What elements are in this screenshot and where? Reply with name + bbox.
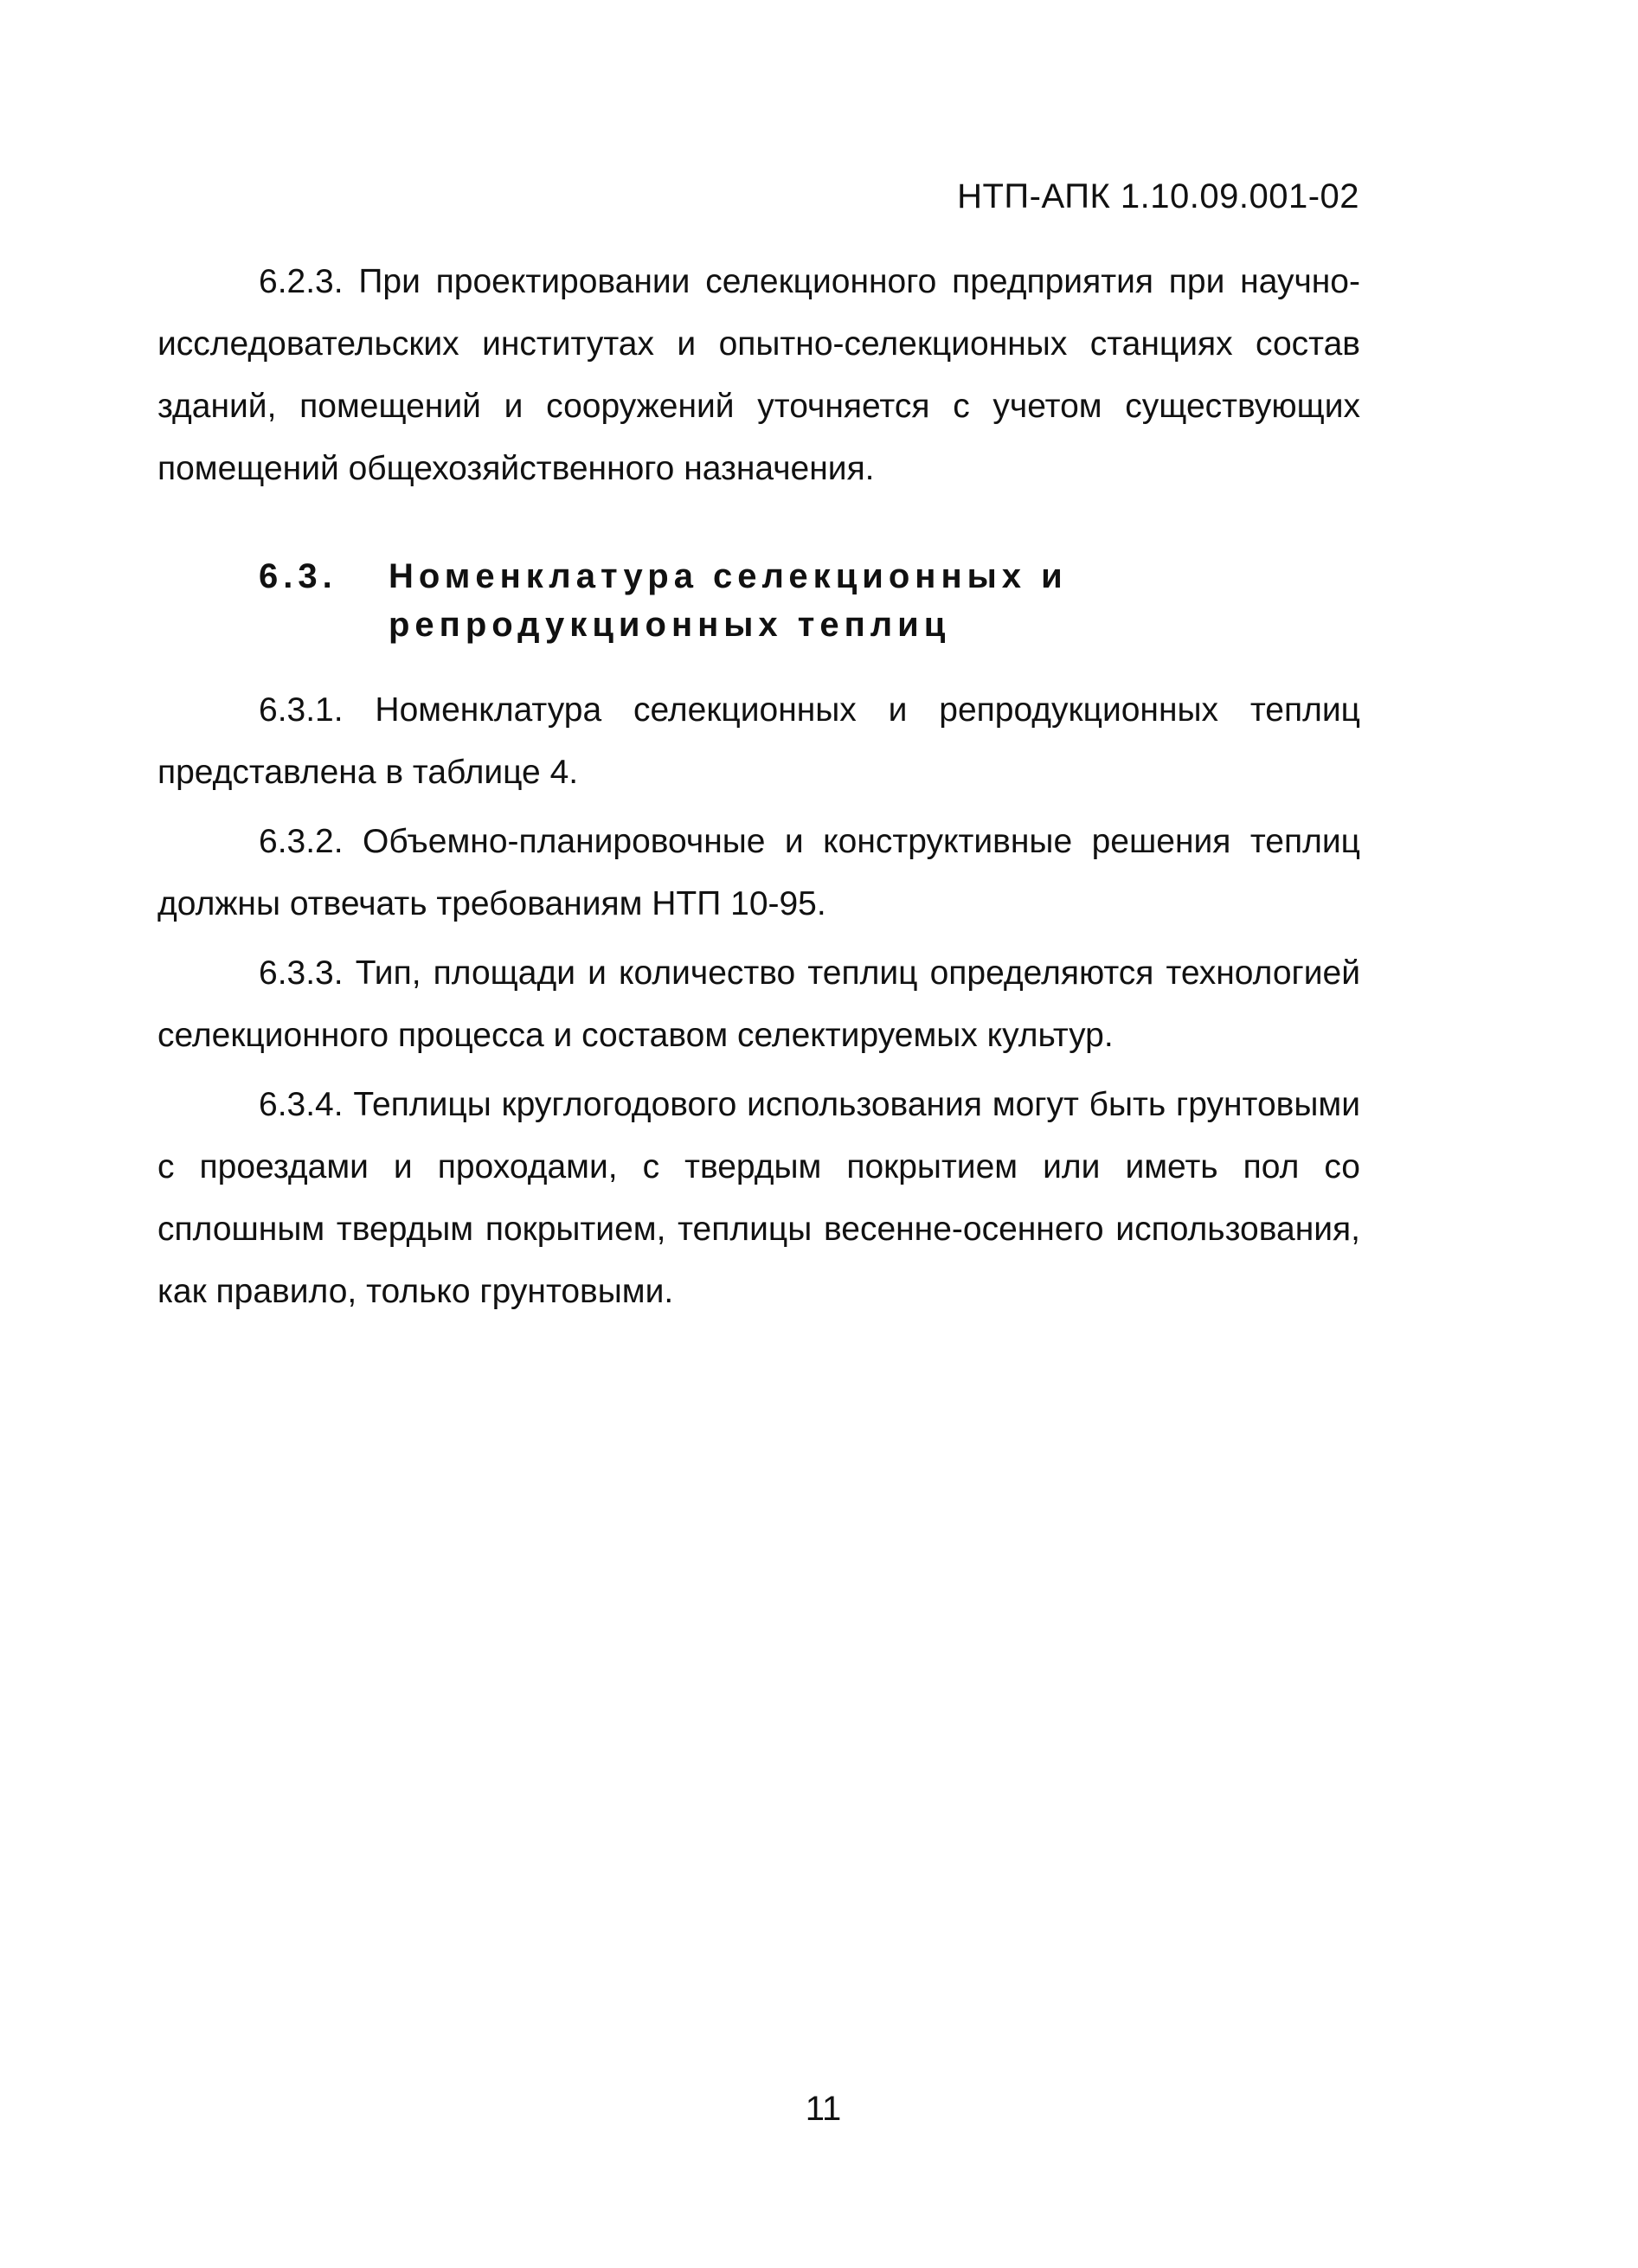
paragraph-6-3-3: 6.3.3. Тип, площади и количество теплиц определяются технологией селекционного процесса и составом селектируемых культур. (157, 954, 1360, 1054)
paragraph-6-3-2: 6.3.2. Объемно-планировочные и конструктивные решения теплиц должны отвечать требованиям НТП 10-95. (157, 823, 1360, 922)
paragraph-6-3-1: 6.3.1. Номенклатура селекционных и репродукционных теплиц представлена в таблице 4. (157, 691, 1360, 791)
paragraph-block-6-2-3 (157, 251, 1360, 500)
page-number: 11 (805, 2090, 842, 2128)
paragraph-block-6-3 (157, 679, 1360, 1323)
paragraph-6-3-4: 6.3.4. Теплицы круглогодового использования могут быть грунтовыми с проездами и проходами, с твердым покрытием или иметь пол со сплошным твердым покрытием, теплицы весенне-осеннего использования, как правило, только грунтовыми. (157, 1086, 1360, 1310)
paragraph-6-2-3: 6.2.3. При проектировании селекционного предприятия при научно-исследовательских институтах и опытно-селекционных станциях состав зданий, помещений и сооружений уточняется с учетом существующих помещений общехозяйственного назначения. (157, 263, 1360, 487)
section-heading-number: 6.3. (259, 557, 337, 595)
document-code: НТП-АПК 1.10.09.001-02 (957, 177, 1359, 215)
section-heading-title: Номенклатура селекционных и репродукционных теплиц (389, 557, 1068, 644)
